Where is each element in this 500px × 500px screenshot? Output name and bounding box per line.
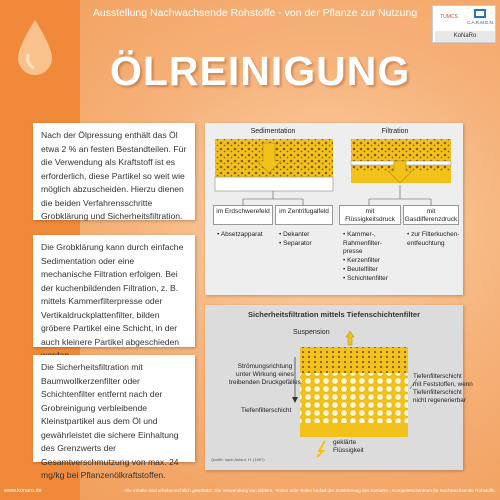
branch-fluessigkeitsdruck: mit Flüssigkeitsdruck	[339, 205, 401, 225]
depth-filter-diagram	[205, 305, 473, 470]
geklaerte-label: geklärte Flüssigkeit	[333, 439, 364, 454]
right-note: Tiefenfilterschicht mit Feststoffen, wenn Tiefenfilterschicht nicht regenerierbar	[413, 373, 473, 404]
footer-copyright: Alle Inhalte sind urheberrechtlich geschützt. Die Verwendung von Bildern, Texten oder Teilen bedarf der Zustimmung des KoNaRo - Kompetenzzentrum für Nachwachsende Rohstoffe.	[124, 488, 496, 493]
tumcs-logo: TUMCS	[440, 14, 458, 20]
page-title: ÖLREINIGUNG	[110, 48, 411, 94]
text-box-intro: Nach der Ölpressung enthält das Öl etwa 2 % an festen Bestandteilen. Für die Verwendung als Kraftstoff ist es erforderlich, diese Partikel so weit wie möglich abzuscheiden. Hierzu dienen die beiden Verfahrensschritte Grobklärung und Sicherheitsfiltration.	[33, 123, 195, 220]
sedimentation-label: Sedimentation	[250, 128, 296, 135]
list-item: • zur Filterkuchen- entfeuchtung	[407, 231, 460, 247]
list-item: • Beutelfilter	[343, 266, 378, 273]
depth-filter-title: Sicherheitsfiltration mittels Tiefenschichtenfilter	[248, 310, 420, 319]
source-note: Quelle: nach Anlauf, H. (1997)	[211, 457, 265, 462]
suspension-label: Suspension	[293, 329, 330, 336]
tiefenfilterschicht-label: Tiefenfilterschicht	[241, 407, 292, 414]
list-item: • Kerzenfilter	[343, 257, 380, 264]
filtration-label: Filtration	[381, 128, 409, 135]
konaro-logo: KoNaRo	[435, 31, 495, 42]
branch-zentrifugalfeld: im Zentrifugalfeld	[275, 205, 333, 225]
branch-gasdifferenzdruck: mit Gasdifferenzdruck	[403, 205, 459, 225]
exhibition-header: Ausstellung Nachwachsende Rohstoffe - von der Pflanze zur Nutzung	[92, 7, 418, 19]
separation-methods-diagram	[205, 123, 463, 295]
text-box-grobklaerung: Die Grobklärung kann durch einfache Sedimentation oder eine mechanische Filtration erfolgen. Bei der kuchenbildenden Filtration, z. B. mittels Kammerfilterpresse oder Vertikaldruckplattenfilter, bilden gröbere Partikel eine Schicht, in der auch kleinere Partikel abgeschieden	[33, 235, 195, 347]
stroemung-label: Strömungsrichtung unter Wirkung eines treibenden Druckgefälles	[229, 363, 301, 386]
carmen-logo-icon	[473, 8, 487, 19]
logos	[432, 5, 496, 43]
oil-drop-icon	[14, 18, 56, 78]
footer-url[interactable]: www.konaro.de	[4, 488, 42, 494]
branch-erdschwerefeld: im Erdschwerefeld	[213, 205, 273, 225]
text-box-sicherheitsfiltration: Die Sicherheitsfiltration mit Baumwollkerzenfilter oder Schichtenfilter entfernt nach der Grobreinigung verbleibende Kleinstpartikel aus dem Öl und gewährleistet die sichere Einhaltung des Grenzwerts der Gesamtverschmutzung von max. 24 mg/kg bei Pflanzenölkraftstoffen.	[33, 355, 195, 462]
list-item: • Separator	[279, 240, 312, 247]
carmen-logo: C.A.R.M.E.N.	[467, 8, 493, 28]
list-item: • Absetzapparat	[217, 231, 263, 238]
list-item: • Dekanter	[279, 231, 310, 238]
list-item: • Kammer-, Rahmenfilter- presse	[343, 231, 383, 255]
list-item: • Schichtenfilter	[343, 275, 388, 282]
